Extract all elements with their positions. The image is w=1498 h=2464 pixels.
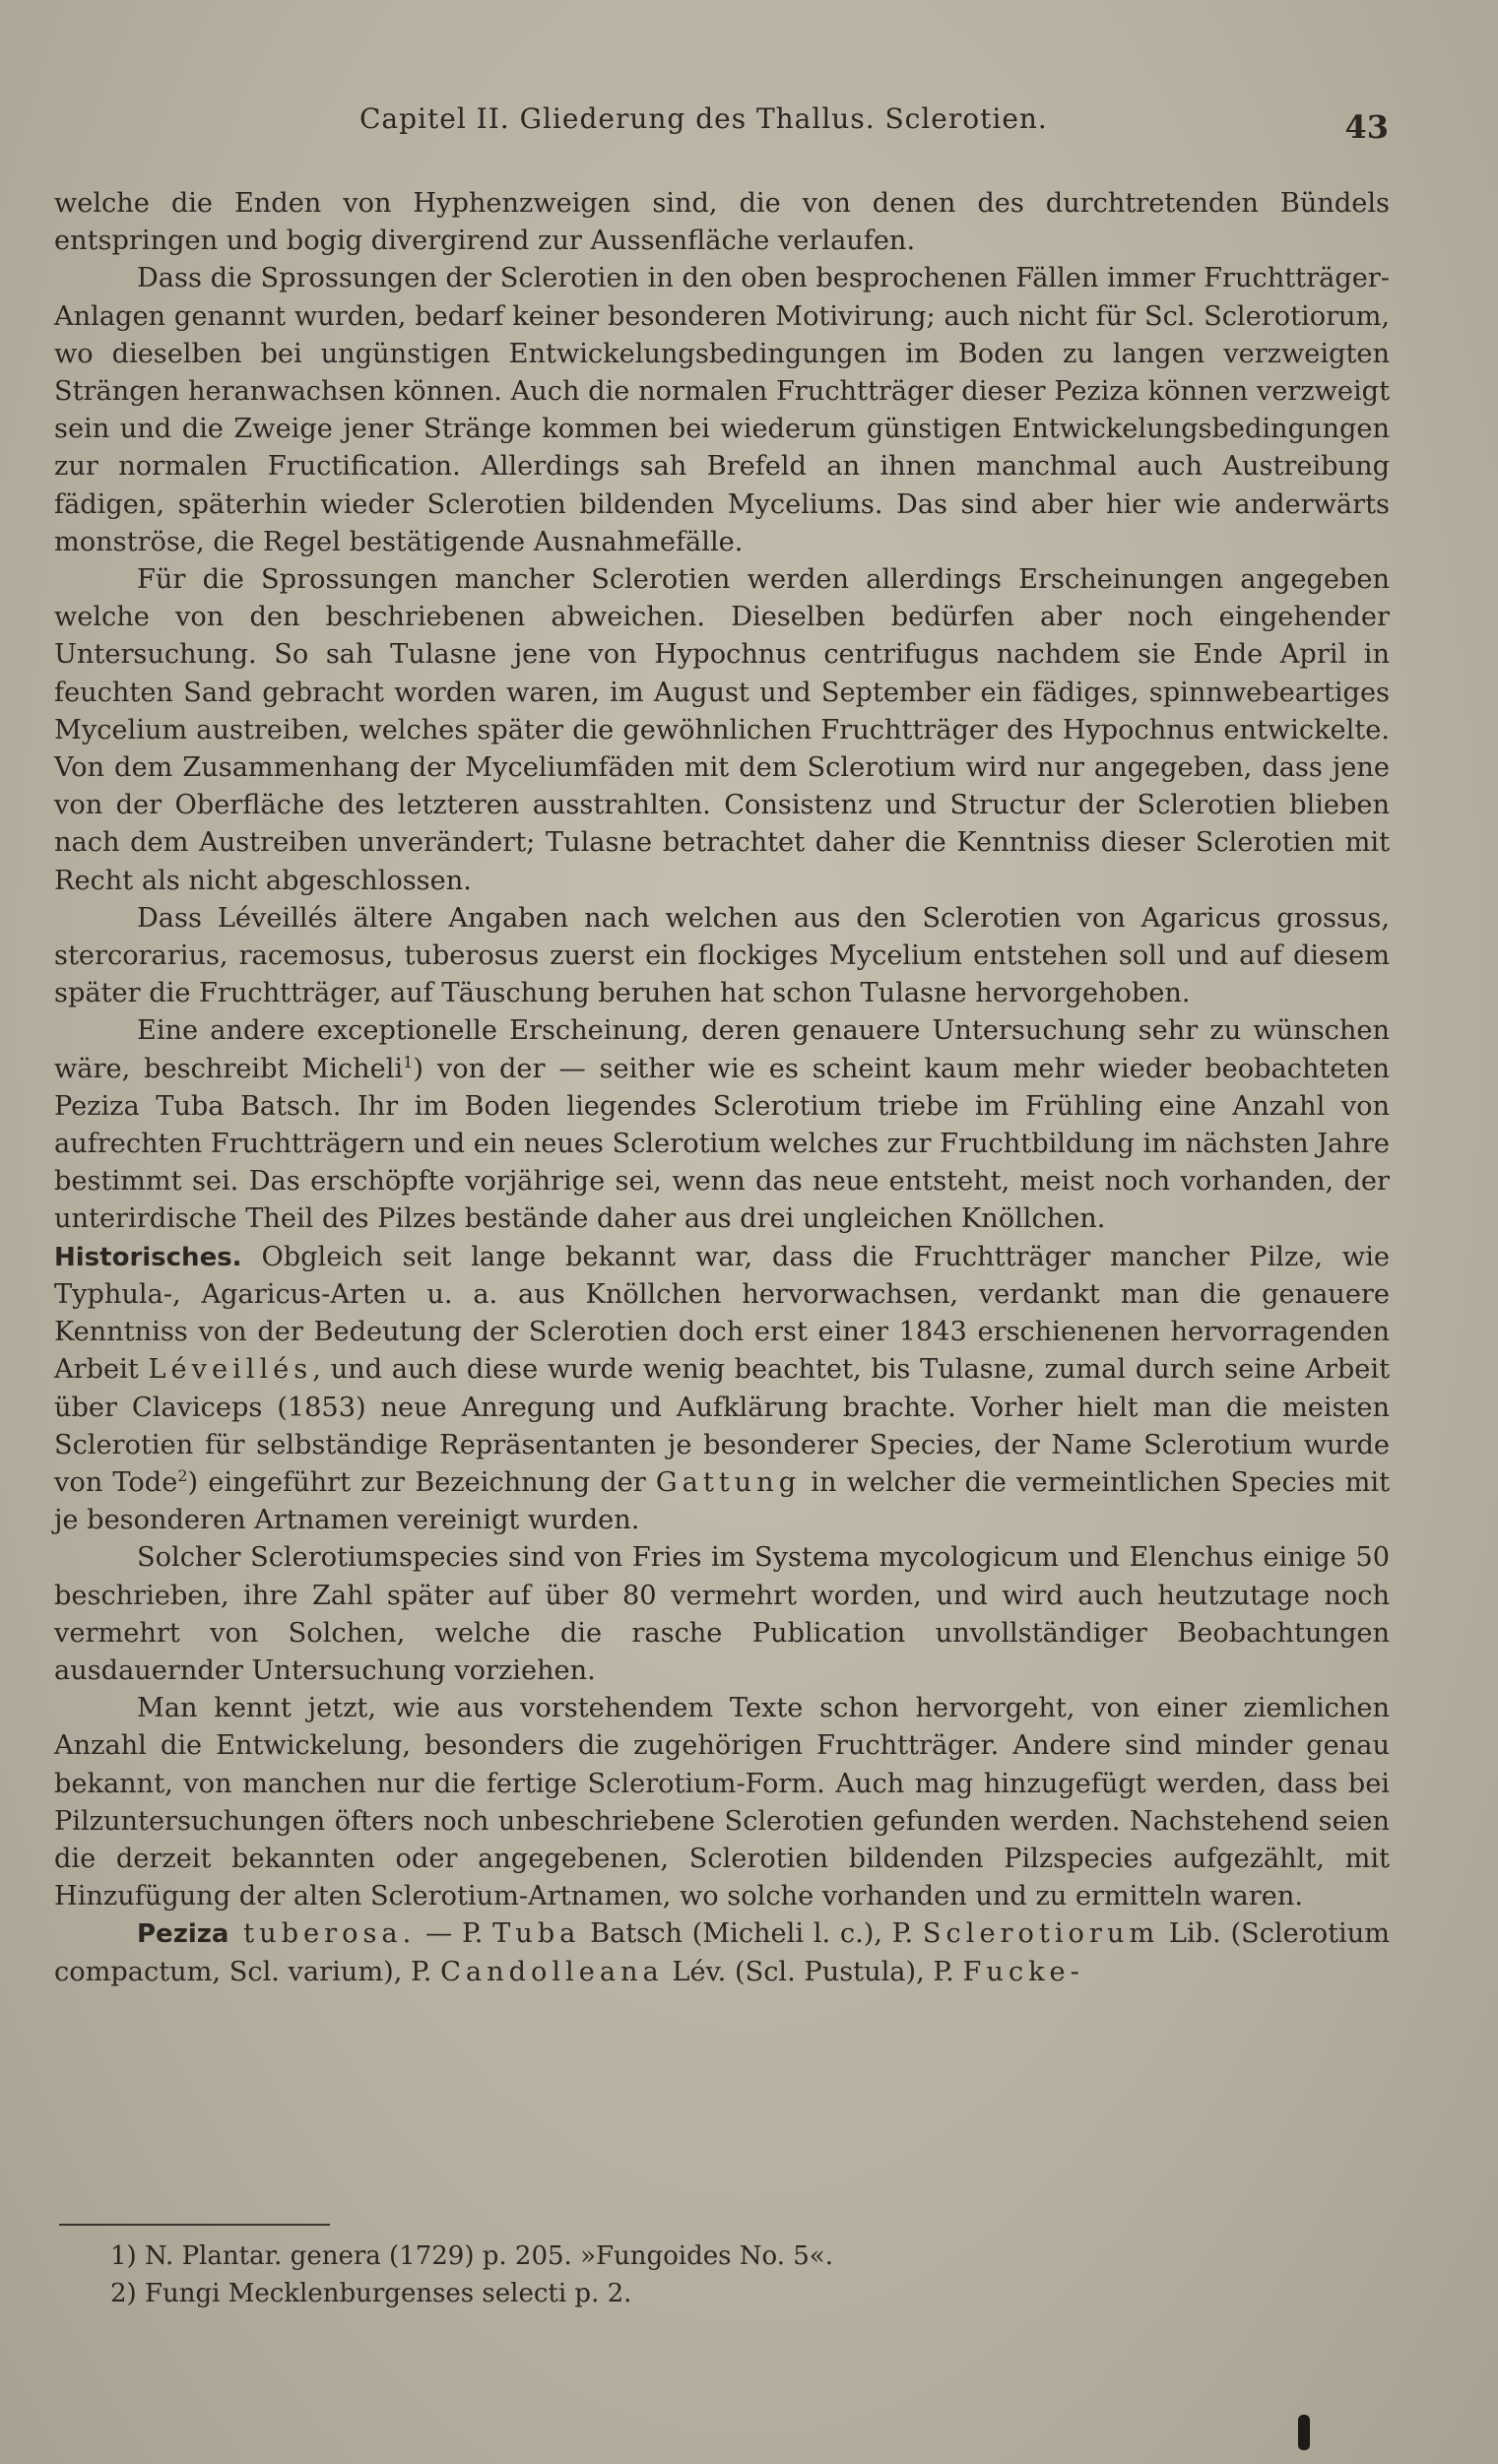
- paragraph-micheli: [54, 1012, 1390, 1238]
- spaced-species: Fucke-: [962, 1956, 1084, 1987]
- footnote-ref-2: 2: [177, 1465, 188, 1485]
- page-number: 43: [1344, 108, 1389, 146]
- spaced-species: Candolleana: [440, 1956, 664, 1987]
- footnote-1: 1) N. Plantar. genera (1729) p. 205. »Fungoides No. 5«.: [110, 2241, 833, 2271]
- text-segment: ) eingeführt zur Bezeichnung der: [187, 1466, 656, 1498]
- footnotes: [110, 2237, 1292, 2312]
- text-segment: — P.: [416, 1918, 493, 1950]
- run-in-heading: Historisches.: [54, 1242, 242, 1272]
- paragraph-continuation: welche die Enden von Hyphenzweigen sind, die von denen des durchtretenden Bündels entspringen und bogig divergirend zur Aussenfläche verlaufen.: [54, 188, 1390, 257]
- page-header: [59, 95, 1389, 144]
- body-text: [54, 185, 1390, 1991]
- paragraph-leveille: Dass Léveillés ältere Angaben nach welchen aus den Sclerotien von Agaricus grossus, stercorarius, racemosus, tuberosus zuerst ein flockiges Mycelium entstehen soll und auf diesem später die Fruchtträger, auf Täuschung beruhen hat schon Tulasne hervorgehoben.: [54, 902, 1390, 1009]
- paragraph-sprossungen: Dass die Sprossungen der Sclerotien in den oben besprochenen Fällen immer Fruchtträger-Anlagen genannt wurden, bedarf keiner besonderen Motivirung; auch nicht für Scl. Sclerotiorum, wo dieselben bei ungünstigen Entwickelungsbedingungen im Boden zu langen verzweigten Strängen heranwachsen können. Auch die normalen Fruchtträger dieser Peziza können verzweigt sein und die Zweige jener Stränge kommen bei wiederum günstigen Entwickelungsbedingungen zur normalen Fructification. Allerdings sah Brefeld an ihnen manchmal auch Austreibung fädigen, späterhin wieder Sclerotien bildenden Myceliums. Das sind aber hier wie anderwärts monströse, die Regel bestätigende Ausnahmefälle.: [54, 263, 1390, 557]
- text-segment: in welcher die vermeintlichen Species mit je besonderen Artnamen vereinigt wurden.: [54, 1466, 1391, 1536]
- paragraph-peziza: [54, 1915, 1390, 1990]
- paragraph-man-kennt: Man kennt jetzt, wie aus vorstehendem Texte schon hervorgeht, von einer ziemlichen Anzahl die Entwickelung, besonders die zugehörigen Fruchtträger. Andere sind minder genau bekannt, von manchen nur die fertige Sclerotium-Form. Auch mag hinzugefügt werden, dass bei Pilzuntersuchungen öfters noch unbeschriebene Sclerotien gefunden werden. Nachstehend seien die derzeit bekannten oder angegebenen, Sclerotien bildenden Pilzspecies aufgezählt, mit Hinzufügung der alten Sclerotium-Artnamen, wo solche vorhanden und zu ermitteln waren.: [54, 1693, 1390, 1913]
- text-segment: Eine andere exceptionelle Erscheinung, deren genauere Untersuchung sehr zu wünschen wäre, beschreibt Micheli: [54, 1015, 1390, 1084]
- text-segment: Lib. (Sclerotium compactum, Scl. varium), P.: [54, 1918, 1390, 1987]
- spaced-species: Sclerotiorum: [922, 1918, 1160, 1950]
- footnote-ref-1: 1: [403, 1052, 414, 1071]
- text-segment: ) von der — seither wie es scheint kaum mehr wieder beobachteten Peziza Tuba Batsch. Ihr im Boden liegendes Sclerotium triebe im Frühling eine Anzahl von aufrechten Fruchtträgern und ein neues Sclerotium welches zur Fruchtbildung im nächsten Jahre bestimmt sei. Das erschöpfte vorjährige sei, wenn das neue entsteht, meist noch vorhanden, der unterirdische Theil des Pilzes bestände daher aus drei ungleichen Knöllchen.: [54, 1053, 1390, 1235]
- paragraph-abweichungen: Für die Sprossungen mancher Sclerotien werden allerdings Erscheinungen angegeben welche von den beschriebenen abweichen. Dieselben bedürfen aber noch eingehender Untersuchung. So sah Tulasne jene von Hypochnus centrifugus nachdem sie Ende April in feuchten Sand gebracht worden waren, im August und September ein fädiges, spinnwebeartiges Mycelium austreiben, welches später die gewöhnlichen Fruchtträger des Hypochnus entwickelte. Von dem Zusammenhang der Myceliumfäden mit dem Sclerotium wird nur angegeben, dass jene von der Oberfläche des letzteren ausstrahlten. Consistenz und Structur der Sclerotien blieben nach dem Austreiben unverändert; Tulasne betrachtet daher die Kenntniss dieser Sclerotien mit Recht als nicht abgeschlossen.: [54, 564, 1390, 896]
- paragraph-historisches: [54, 1239, 1390, 1540]
- spaced-species: tuberosa.: [228, 1918, 417, 1950]
- spaced-name: Léveillés: [148, 1354, 313, 1386]
- text-segment: Obgleich seit lange bekannt war, dass die Fruchtträger mancher Pilze, wie Typhula-, Agaricus-Arten u. a. aus Knöllchen hervorwachsen, verdankt man die genauere Kenntniss von der Bedeutung der Sclerotien doch erst einer 1843 erschienenen hervorragenden Arbeit: [54, 1241, 1390, 1386]
- paragraph-fries: Solcher Sclerotiumspecies sind von Fries im Systema mycologicum und Elenchus einige 50 beschrieben, ihre Zahl später auf über 80 vermehrt worden, und wird auch heutzutage noch vermehrt von Solchen, welche die rasche Publication unvollständiger Beobachtungen ausdauernder Untersuchung vorziehen.: [54, 1542, 1390, 1686]
- ink-speck: [1298, 2415, 1310, 2450]
- spaced-word: Gattung: [655, 1466, 802, 1498]
- spaced-species: Tuba: [492, 1918, 581, 1950]
- footnote-divider: [59, 2224, 330, 2226]
- text-segment: , und auch diese wurde wenig beachtet, bis Tulasne, zumal durch seine Arbeit über Claviceps (1853) neue Anregung und Aufklärung brachte. Vorher hielt man die meisten Sclerotien für selbständige Repräsentanten je besonderer Species, der Name Sclerotium wurde von Tode: [54, 1354, 1390, 1498]
- running-head: Capitel II. Gliederung des Thallus. Sclerotien.: [359, 102, 1048, 135]
- text-segment: Batsch (Micheli l. c.), P.: [580, 1918, 923, 1950]
- text-segment: Lév. (Scl. Pustula), P.: [663, 1956, 963, 1987]
- run-in-heading: Peziza: [137, 1919, 229, 1950]
- footnote-2: 2) Fungi Mecklenburgenses selecti p. 2.: [110, 2279, 632, 2308]
